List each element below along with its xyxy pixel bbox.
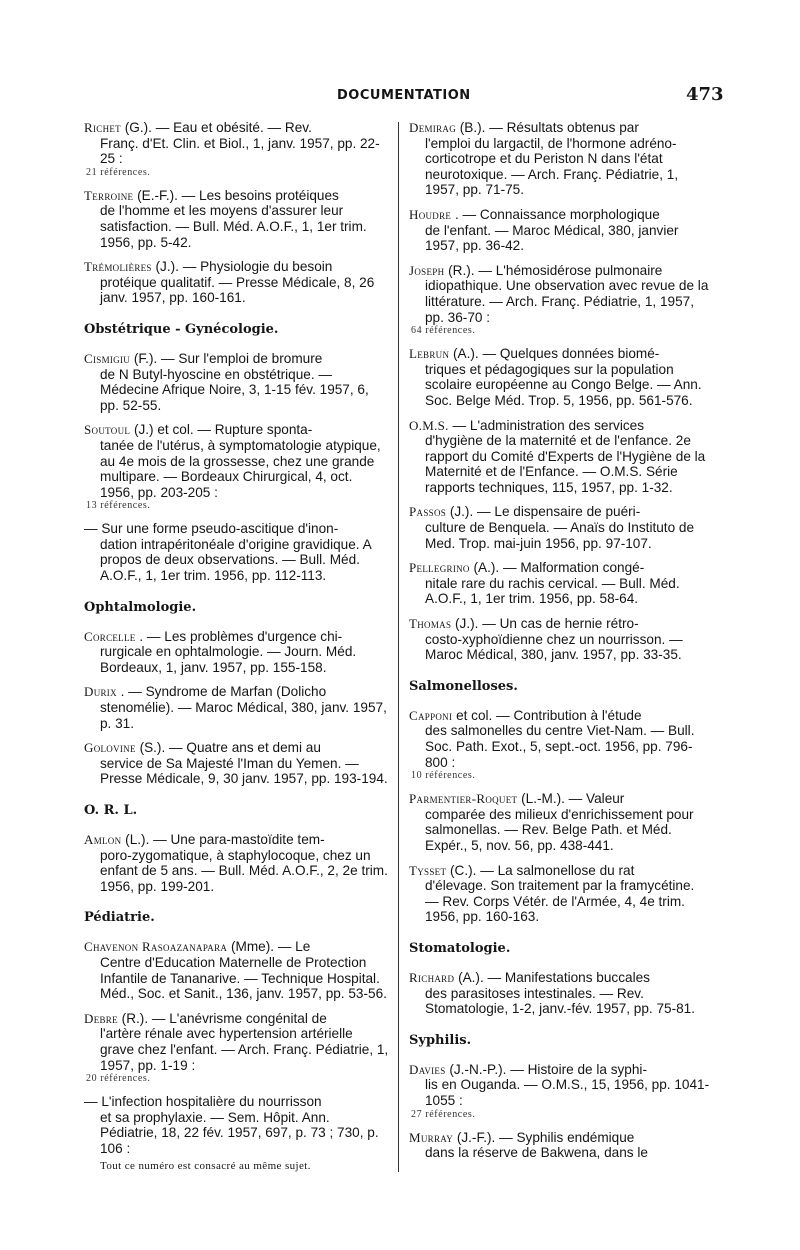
bibliography-entry bbox=[84, 740, 389, 787]
entry-text: d'élevage. Son traitement par la framycétine. — Rev. Corps Vétér. de l'Armée, 4, 4e trim. 1956, pp. 160-163. bbox=[425, 878, 695, 925]
entry-author: Lebrun bbox=[409, 346, 450, 362]
entry-text: Franç. d'Et. Clin. et Biol., 1, janv. 1957, pp. 22-25 : bbox=[100, 135, 380, 167]
section-heading: Stomatologie. bbox=[409, 940, 511, 956]
bibliography-entry bbox=[84, 422, 389, 512]
bibliography-entry bbox=[409, 120, 711, 198]
entry-text: Centre d'Education Maternelle de Protection Infantile de Tananarive. — Technique Hospital. Méd., Soc. et Sanit., 136, janv. 1957, pp. 53-56. bbox=[100, 954, 387, 1002]
bibliography-entry bbox=[409, 1130, 711, 1161]
bibliography-entry bbox=[409, 263, 711, 337]
entry-author: Murray bbox=[409, 1129, 454, 1145]
entry-author: Cismigiu bbox=[84, 350, 131, 366]
section-heading: Salmonelloses. bbox=[409, 678, 518, 694]
entry-text: service de Sa Majesté l'Iman du Yemen. — Presse Médicale, 9, 30 janv. 1957, pp. 193-194. bbox=[100, 755, 388, 787]
entry-first-line: (A.). — Quelques données biomé- bbox=[453, 346, 660, 362]
entry-text: poro-zygomatique, à staphylocoque, chez un enfant de 5 ans. — Bull. Méd. A.O.F., 2, 2e trim. 1956, pp. 199-201. bbox=[100, 847, 388, 894]
section-heading: O. R. L. bbox=[84, 803, 138, 818]
entry-author: Davies bbox=[409, 1061, 446, 1077]
entry-first-line: (G.). — Eau et obésité. — Rev. bbox=[124, 120, 312, 135]
entry-text: comparée des milieux d'enrichissement pour salmonellas. — Rev. Belge Path. et Méd. Expér., 5, nov. 56, pp. 438-441. bbox=[425, 806, 694, 853]
entry-first-line: — Sur une forme pseudo-ascitique d'inon- bbox=[84, 521, 339, 537]
entry-first-line: . — Les problèmes d'urgence chi- bbox=[139, 628, 343, 644]
bibliography-entry bbox=[84, 120, 389, 179]
entry-text: dation intrapéritonéale d'origine gravidique. A propos de deux observations. — Bull. Méd. A.O.F., 1, 1er trim. 1956, pp. 112-113. bbox=[100, 536, 371, 584]
bibliography-entry bbox=[84, 521, 389, 583]
section-heading: Syphilis. bbox=[409, 1032, 472, 1048]
entry-author: Richet bbox=[84, 120, 121, 135]
entry-first-line: (Mme). — Le bbox=[231, 939, 311, 955]
entry-first-line: (L.). — Une para-mastoïdite tem- bbox=[125, 832, 325, 847]
left-column bbox=[84, 120, 389, 1172]
entry-author: Joseph bbox=[409, 262, 445, 278]
bibliography-entry bbox=[84, 684, 389, 731]
entry-references: 64 références. bbox=[411, 325, 476, 337]
entry-first-line: (A.). — Malformation congé- bbox=[473, 560, 645, 576]
entry-author: Thomas bbox=[409, 616, 452, 632]
entry-first-line: (J.). — Le dispensaire de puéri- bbox=[449, 504, 641, 520]
section-heading: Obstétrique - Gynécologie. bbox=[84, 321, 279, 337]
bibliography-entry bbox=[84, 832, 389, 894]
entry-text: protéique qualitatif. — Presse Médicale, 8, 26 janv. 1957, pp. 160-161. bbox=[100, 274, 375, 306]
entry-first-line: (E.-F.). — Les besoins protéiques bbox=[137, 187, 339, 203]
column-divider bbox=[398, 122, 399, 1172]
bibliography-entry bbox=[409, 346, 711, 408]
entry-first-line: (J.). — Physiologie du besoin bbox=[155, 259, 333, 275]
bibliography-entry bbox=[84, 939, 389, 1001]
entry-author: Durix bbox=[84, 684, 117, 700]
entry-author: Pellegrino bbox=[409, 560, 470, 576]
entry-author: Passos bbox=[409, 504, 447, 520]
entry-first-line: . — Connaissance morphologique bbox=[454, 206, 660, 222]
bibliography-entry bbox=[409, 207, 711, 254]
entry-text: de l'homme et les moyens d'assurer leur satisfaction. — Bull. Méd. A.O.F., 1, 1er trim. 1956, pp. 5-42. bbox=[100, 203, 367, 250]
entry-text: et sa prophylaxie. — Sem. Hôpit. Ann. Pédiatrie, 18, 22 fév. 1957, 697, p. 73 ; 730, p. 106 : bbox=[100, 1109, 379, 1156]
bibliography-entry bbox=[84, 351, 389, 413]
entry-text: nitale rare du rachis cervical. — Bull. Méd. A.O.F., 1, 1er trim. 1956, pp. 58-64. bbox=[425, 575, 680, 607]
entry-first-line: . — Syndrome de Marfan (Dolicho bbox=[120, 684, 327, 700]
entry-text: des parasitoses intestinales. — Rev. Stomatologie, 1-2, janv.-fév. 1957, pp. 75-81. bbox=[425, 985, 696, 1017]
entry-first-line: (J.-F.). — Syphilis endémique bbox=[456, 1129, 635, 1145]
entry-first-line: et col. — Contribution à l'étude bbox=[456, 707, 642, 723]
entry-first-line: (J.-N.-P.). — Histoire de la syphi- bbox=[449, 1061, 647, 1077]
entry-first-line: (S.). — Quatre ans et demi au bbox=[139, 740, 321, 756]
bibliography-entry bbox=[409, 616, 711, 663]
footnote: Tout ce numéro est consacré au même sujet. bbox=[100, 1159, 311, 1172]
section-heading: Pédiatrie. bbox=[84, 910, 155, 926]
bibliography-entry bbox=[409, 418, 711, 496]
bibliography-entry bbox=[409, 708, 711, 782]
entry-author: Chavenon Rasoazanapara bbox=[84, 939, 228, 955]
bibliography-entry bbox=[84, 1094, 389, 1156]
entry-first-line: (F.). — Sur l'emploi de bromure bbox=[133, 350, 323, 366]
entry-author: Richard bbox=[409, 969, 455, 985]
section-heading: Ophtalmologie. bbox=[84, 599, 197, 615]
entry-first-line: (J.) et col. — Rupture sponta- bbox=[133, 422, 313, 438]
entry-first-line: (L.-M.). — Valeur bbox=[521, 791, 625, 807]
entry-text: de N Butyl-hyoscine en obstétrique. — Médecine Afrique Noire, 3, 1-15 fév. 1957, 6, pp. 52-55. bbox=[100, 366, 369, 413]
entry-first-line: (R.). — L'anévrisme congénital de bbox=[121, 1010, 327, 1026]
entry-author: Golovine bbox=[84, 740, 136, 756]
entry-first-line: (R.). — L'hémosidérose pulmonaire bbox=[448, 262, 663, 278]
entry-author: Terroine bbox=[84, 187, 134, 203]
entry-text: stenomélie). — Maroc Médical, 380, janv. 1957, p. 31. bbox=[100, 700, 387, 731]
entry-text: d'hygiène de la maternité et de l'enfance. 2e rapport du Comité d'Experts de l'Hygiène de la Maternité et de l'Enfance. — O.M.S. Série rapports techniques, 115, 1957, pp. 1-32. bbox=[425, 433, 706, 495]
entry-first-line: (C.). — La salmonellose du rat bbox=[450, 862, 635, 878]
entry-text: des salmonelles du centre Viet-Nam. — Bull. Soc. Path. Exot., 5, sept.-oct. 1956, pp. 796-800 : bbox=[425, 723, 695, 770]
entry-text: dans la réserve de Bakwena, dans le bbox=[425, 1145, 648, 1161]
entry-text: tanée de l'utérus, à symptomatologie atypique, au 4e mois de la grossesse, chez une grande multipare. — Bordeaux Chirurgical, 4, oct. 1956, pp. 203-205 : bbox=[100, 437, 381, 500]
entry-references: 20 références. bbox=[86, 1073, 151, 1085]
entry-first-line: (B.). — Résultats obtenus par bbox=[459, 120, 639, 135]
bibliography-entry bbox=[84, 188, 389, 250]
entry-first-line: (J.). — Un cas de hernie rétro- bbox=[455, 616, 639, 632]
entry-author: Demirag bbox=[409, 120, 456, 135]
bibliography-entry bbox=[84, 259, 389, 306]
bibliography-entry bbox=[409, 1062, 711, 1121]
entry-author: O.M.S. bbox=[409, 417, 449, 433]
bibliography-entry bbox=[409, 970, 711, 1017]
entry-references: 27 références. bbox=[411, 1108, 476, 1120]
entry-text: triques et pédagogiques sur la population scolaire européenne au Congo Belge. — Ann. Soc. Belge Méd. Trop. 5, 1956, pp. 561-576. bbox=[425, 361, 702, 408]
entry-references: 13 références. bbox=[86, 500, 151, 512]
page-number: 473 bbox=[686, 84, 724, 105]
entry-author: Soutoul bbox=[84, 422, 131, 438]
entry-text: lis en Ouganda. — O.M.S., 15, 1956, pp. 1041-1055 : bbox=[425, 1077, 710, 1108]
entry-first-line: — L'infection hospitalière du nourrisson bbox=[84, 1094, 322, 1110]
bibliography-entry bbox=[409, 504, 711, 551]
entry-references: 21 références. bbox=[86, 166, 151, 178]
right-column bbox=[409, 120, 711, 1170]
entry-author: Amlon bbox=[84, 832, 122, 847]
entry-text: idiopathique. Une observation avec revue de la littérature. — Arch. Franç. Pédiatrie, 1, 1957, pp. 36-70 : bbox=[425, 278, 709, 325]
entry-text: costo-xyphoïdienne chez un nourrisson. — Maroc Médical, 380, janv. 1957, pp. 33-35. bbox=[425, 631, 683, 663]
entry-references: 10 références. bbox=[411, 770, 476, 782]
bibliography-entry bbox=[409, 560, 711, 607]
entry-author: Parmentier-Roquet bbox=[409, 791, 518, 807]
entry-author: Corcelle bbox=[84, 628, 136, 644]
running-header: DOCUMENTATION bbox=[337, 88, 471, 103]
entry-author: Capponi bbox=[409, 707, 453, 723]
entry-text: l'emploi du largactil, de l'hormone adréno-corticotrope et du Periston N dans l'état neurotoxique. — Arch. Franç. Pédiatrie, 1, 1957, pp. 71-75. bbox=[425, 135, 679, 198]
bibliography-entry bbox=[84, 629, 389, 676]
bibliography-entry bbox=[409, 863, 711, 925]
entry-author: Tysset bbox=[409, 862, 447, 878]
entry-first-line: — L'administration des services bbox=[452, 417, 644, 433]
entry-author: Trémolières bbox=[84, 259, 152, 275]
entry-text: rurgicale en ophtalmologie. — Journ. Méd. Bordeaux, 1, janv. 1957, pp. 155-158. bbox=[100, 644, 357, 675]
entry-text: de l'enfant. — Maroc Médical, 380, janvier 1957, pp. 36-42. bbox=[425, 222, 679, 254]
entry-first-line: (A.). — Manifestations buccales bbox=[458, 969, 650, 985]
bibliography-entry bbox=[84, 1011, 389, 1085]
entry-author: Houdre bbox=[409, 206, 452, 222]
entry-author: Debre bbox=[84, 1010, 118, 1026]
entry-text: culture de Benquela. — Anaïs do Instituto de Med. Trop. mai-juin 1956, pp. 97-107. bbox=[425, 520, 695, 551]
entry-text: l'artère rénale avec hypertension artérielle grave chez l'enfant. — Arch. Franç. Pédiatrie, 1, 1957, pp. 1-19 : bbox=[100, 1026, 389, 1073]
bibliography-entry bbox=[409, 791, 711, 853]
